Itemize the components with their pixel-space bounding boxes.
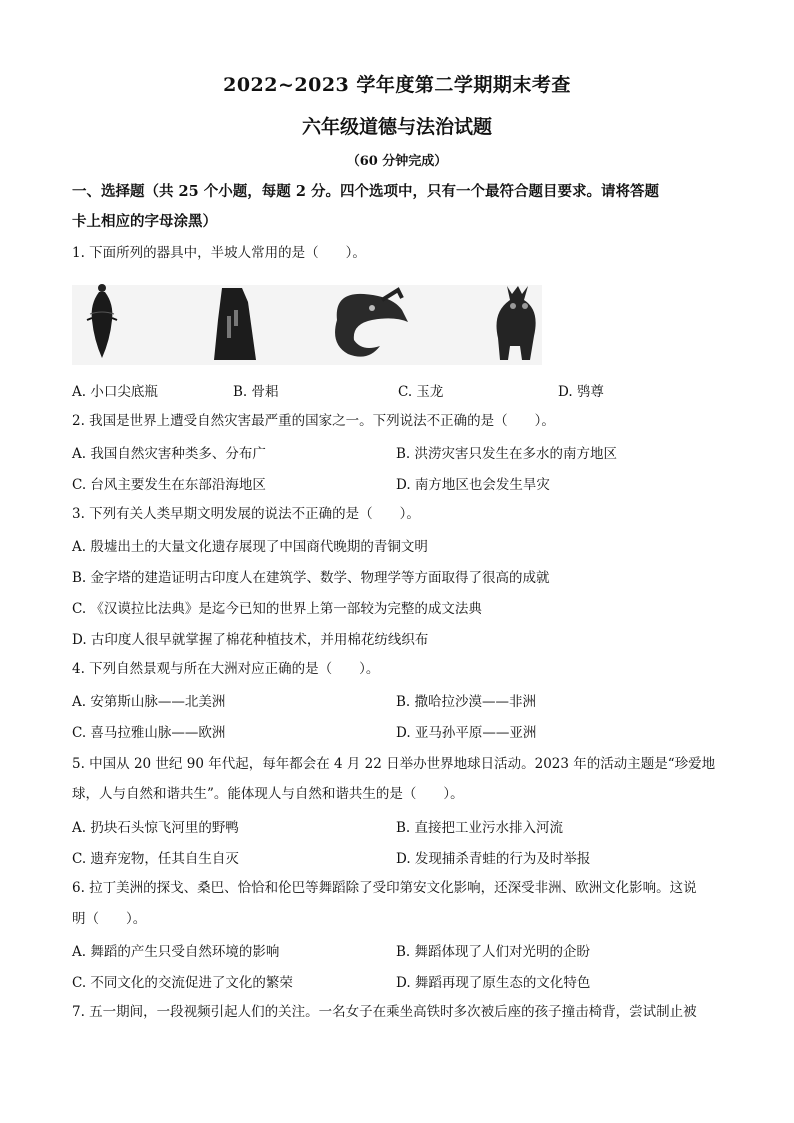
q2-option-a: A. 我国自然灾害种类多、分布广 bbox=[72, 446, 266, 462]
q6-option-b: B. 舞蹈体现了人们对光明的企盼 bbox=[396, 944, 591, 960]
time-note: （60 分钟完成） bbox=[346, 154, 448, 169]
question-6-stem-line2: 明（ ）。 bbox=[72, 911, 147, 927]
image-strip-background bbox=[72, 285, 542, 365]
question-6-stem-line1: 6. 拉丁美洲的探戈、桑巴、恰恰和伦巴等舞蹈除了受印第安文化影响，还深受非洲、欧洲文化影响。这说 bbox=[72, 880, 697, 896]
q6-option-d: D. 舞蹈再现了原生态的文化特色 bbox=[396, 975, 591, 991]
q3-option-d: D. 古印度人很早就掌握了棉花种植技术，并用棉花纺线织布 bbox=[72, 632, 429, 648]
exam-subject-title: 六年级道德与法治试题 bbox=[301, 116, 492, 138]
q6-option-a: A. 舞蹈的产生只受自然环境的影响 bbox=[72, 944, 280, 960]
q3-option-a: A. 殷墟出土的大量文化遗存展现了中国商代晚期的青铜文明 bbox=[72, 539, 428, 555]
exam-title: 2022~2023 学年度第二学期期末考查 bbox=[223, 74, 571, 96]
q1-option-d: D. 鸮尊 bbox=[558, 384, 604, 400]
q4-option-c: C. 喜马拉雅山脉——欧洲 bbox=[72, 725, 226, 741]
question-7-stem: 7. 五一期间，一段视频引起人们的关注。一名女子在乘坐高铁时多次被后座的孩子撞击椅背，尝试制止被 bbox=[72, 1004, 697, 1020]
q2-option-c: C. 台风主要发生在东部沿海地区 bbox=[72, 477, 266, 493]
section-heading-line2: 卡上相应的字母涂黑） bbox=[72, 213, 217, 230]
q5-option-a: A. 扔块石头惊飞河里的野鸭 bbox=[72, 820, 239, 836]
question-1-images bbox=[72, 280, 552, 370]
q5-option-b: B. 直接把工业污水排入河流 bbox=[396, 820, 564, 836]
q5-option-d: D. 发现捕杀青蛙的行为及时举报 bbox=[396, 851, 591, 867]
q2-option-d: D. 南方地区也会发生旱灾 bbox=[396, 477, 550, 493]
question-5-stem-line2: 球，人与自然和谐共生”。能体现人与自然和谐共生的是（ ）。 bbox=[72, 786, 464, 802]
question-3-stem: 3. 下列有关人类早期文明发展的说法不正确的是（ ）。 bbox=[72, 506, 420, 522]
q1-option-a: A. 小口尖底瓶 bbox=[72, 384, 158, 400]
q3-option-c: C. 《汉谟拉比法典》是迄今已知的世界上第一部较为完整的成文法典 bbox=[72, 601, 482, 617]
q3-option-b: B. 金字塔的建造证明古印度人在建筑学、数学、物理学等方面取得了很高的成就 bbox=[72, 570, 550, 586]
question-4-stem: 4. 下列自然景观与所在大洲对应正确的是（ ）。 bbox=[72, 661, 380, 677]
question-1-stem: 1. 下面所列的器具中，半坡人常用的是（ ）。 bbox=[72, 245, 366, 261]
q4-option-a: A. 安第斯山脉——北美洲 bbox=[72, 694, 226, 710]
section-heading-line1: 一、选择题（共 25 个小题，每题 2 分。四个选项中，只有一个最符合题目要求。请将答题 bbox=[72, 183, 659, 200]
q1-option-c: C. 玉龙 bbox=[398, 384, 444, 400]
q1-option-b: B. 骨耜 bbox=[233, 384, 279, 400]
q2-option-b: B. 洪涝灾害只发生在多水的南方地区 bbox=[396, 446, 618, 462]
q4-option-b: B. 撒哈拉沙漠——非洲 bbox=[396, 694, 537, 710]
question-2-stem: 2. 我国是世界上遭受自然灾害最严重的国家之一。下列说法不正确的是（ ）。 bbox=[72, 413, 555, 429]
q4-option-d: D. 亚马孙平原——亚洲 bbox=[396, 725, 537, 741]
question-5-stem-line1: 5. 中国从 20 世纪 90 年代起，每年都会在 4 月 22 日举办世界地球日活动。2023 年的活动主题是“珍爱地 bbox=[72, 756, 716, 772]
q6-option-c: C. 不同文化的交流促进了文化的繁荣 bbox=[72, 975, 293, 991]
q5-option-c: C. 遗弃宠物，任其自生自灭 bbox=[72, 851, 239, 867]
